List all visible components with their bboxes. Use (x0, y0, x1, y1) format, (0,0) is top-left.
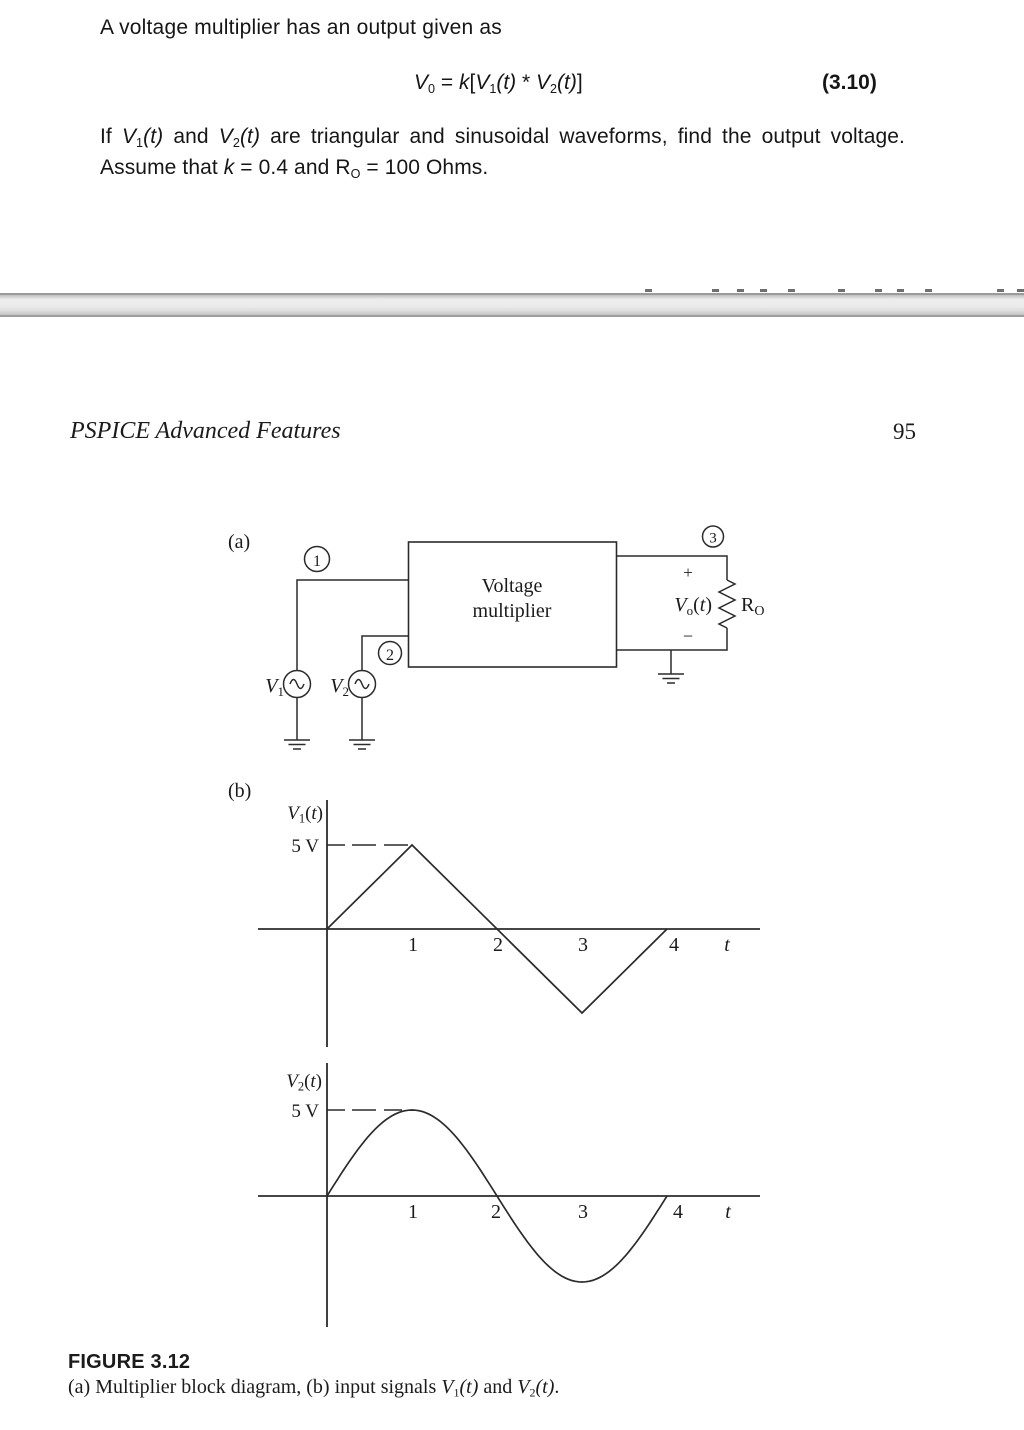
page-break-dash (737, 289, 744, 292)
ground-icon (658, 674, 684, 683)
source-v1-label: $V_1$ (265, 675, 284, 699)
problem-intro: A voltage multiplier has an output given as (100, 16, 503, 39)
caption-text: . (554, 1376, 560, 1398)
page-break-dash (875, 289, 882, 292)
time-axis-symbol: t (725, 1201, 731, 1223)
body-text: If (100, 125, 122, 148)
caption-sub: 2 (529, 1385, 536, 1400)
page-break-dash (838, 289, 845, 292)
tick-4: 4 (669, 934, 679, 956)
page-break-dash (997, 289, 1004, 292)
eq-k: k (458, 71, 470, 94)
multiplier-circuit-diagram (210, 510, 810, 780)
eq-var: V (475, 71, 490, 94)
running-header-title: PSPICE Advanced Features (70, 418, 341, 444)
eq-sub: 0 (428, 81, 436, 96)
equation-number: (3.10) (822, 71, 877, 94)
minus-sign: − (682, 626, 694, 646)
tick-4: 4 (673, 1201, 683, 1223)
body-text: = 0.4 and (234, 156, 336, 179)
var-sub: O (350, 166, 361, 181)
wire-output-bottom (617, 628, 728, 650)
page-break-dash (645, 289, 652, 292)
body-text: Assume that (100, 156, 224, 179)
load-resistor-label: $R_O$ (741, 594, 765, 619)
eq-sub: 2 (550, 81, 558, 96)
eq-star: * (516, 71, 537, 94)
v2-x-tick-labels (408, 1201, 731, 1223)
eq-sub: 1 (489, 81, 497, 96)
tick-3: 3 (578, 1201, 588, 1223)
ground-icon (284, 740, 310, 749)
var-sub: 1 (136, 135, 144, 150)
equation-3-10 (414, 71, 583, 95)
page-divider-bar (0, 293, 1024, 317)
ground-icon (349, 740, 375, 749)
sine-glyph-icon (355, 680, 369, 689)
body-text: = 100 Ohms. (360, 156, 489, 179)
figure-caption-tag: FIGURE 3.12 (68, 1351, 191, 1373)
caption-text: and (478, 1376, 518, 1398)
eq-var: V (414, 71, 429, 94)
time-axis-symbol: t (724, 934, 730, 956)
body-text: are triangular and sinusoidal waveforms, find the output voltage. (260, 125, 905, 148)
caption-sub: 1 (453, 1385, 460, 1400)
page-break-dash (925, 289, 932, 292)
panel-a-label: (a) (228, 531, 251, 553)
problem-body (100, 121, 905, 183)
tick-1: 1 (408, 1201, 418, 1223)
node-1-number: 1 (313, 553, 321, 570)
source-v2-label: $V_2$ (330, 675, 349, 699)
caption-text: (a) Multiplier block diagram, (b) input signals (68, 1376, 442, 1398)
v1-peak-annotation: 5 V (291, 836, 319, 857)
wire-output-top (617, 556, 728, 580)
plus-sign: + (683, 563, 693, 582)
var-r: R (335, 156, 351, 179)
page-break-dash (1017, 289, 1024, 292)
var-v2: V (218, 125, 233, 148)
tick-2: 2 (493, 934, 503, 956)
block-label-line2: multiplier (472, 600, 552, 622)
caption-of-t: (t) (535, 1376, 555, 1398)
page-break-dash (788, 289, 795, 292)
v2-plot-axes (258, 1063, 760, 1327)
tick-2: 2 (491, 1201, 501, 1223)
sine-glyph-icon (290, 680, 304, 689)
equation-row (100, 71, 910, 101)
eq-of-t: (t) (557, 71, 577, 94)
caption-of-t: (t) (459, 1376, 479, 1398)
page-break-dash (760, 289, 767, 292)
caption-var: V (517, 1376, 530, 1398)
eq-bracket: [ (469, 71, 476, 94)
output-voltage-label: $V_o(t)$ (674, 594, 712, 618)
v1-x-tick-labels (408, 934, 730, 956)
v2-axis-label: V2(t) (286, 1071, 322, 1094)
eq-bracket: ] (576, 71, 583, 94)
page-number: 95 (893, 419, 916, 444)
v1-axis-label: V1(t) (287, 803, 323, 826)
figure-caption-text (68, 1376, 559, 1399)
var-of-t: (t) (143, 125, 164, 148)
var-v1: V (121, 125, 137, 148)
panel-b-label: (b) (228, 780, 252, 802)
v2-peak-annotation: 5 V (291, 1101, 319, 1122)
caption-var: V (441, 1376, 454, 1398)
var-sub: 2 (232, 135, 240, 150)
page-break-dash (897, 289, 904, 292)
input-waveform-plots (100, 770, 800, 1345)
eq-var: V (536, 71, 551, 94)
node-2-number: 2 (386, 647, 394, 664)
resistor-icon (719, 580, 735, 628)
eq-equals: = (435, 71, 459, 94)
body-text: and (163, 125, 219, 148)
var-k: k (223, 156, 235, 179)
var-of-t: (t) (239, 125, 261, 148)
page-break-dash (712, 289, 719, 292)
tick-3: 3 (578, 934, 588, 956)
eq-of-t: (t) (496, 71, 517, 94)
tick-1: 1 (408, 934, 418, 956)
block-label-line1: Voltage (481, 575, 543, 597)
node-3-number: 3 (709, 530, 717, 547)
